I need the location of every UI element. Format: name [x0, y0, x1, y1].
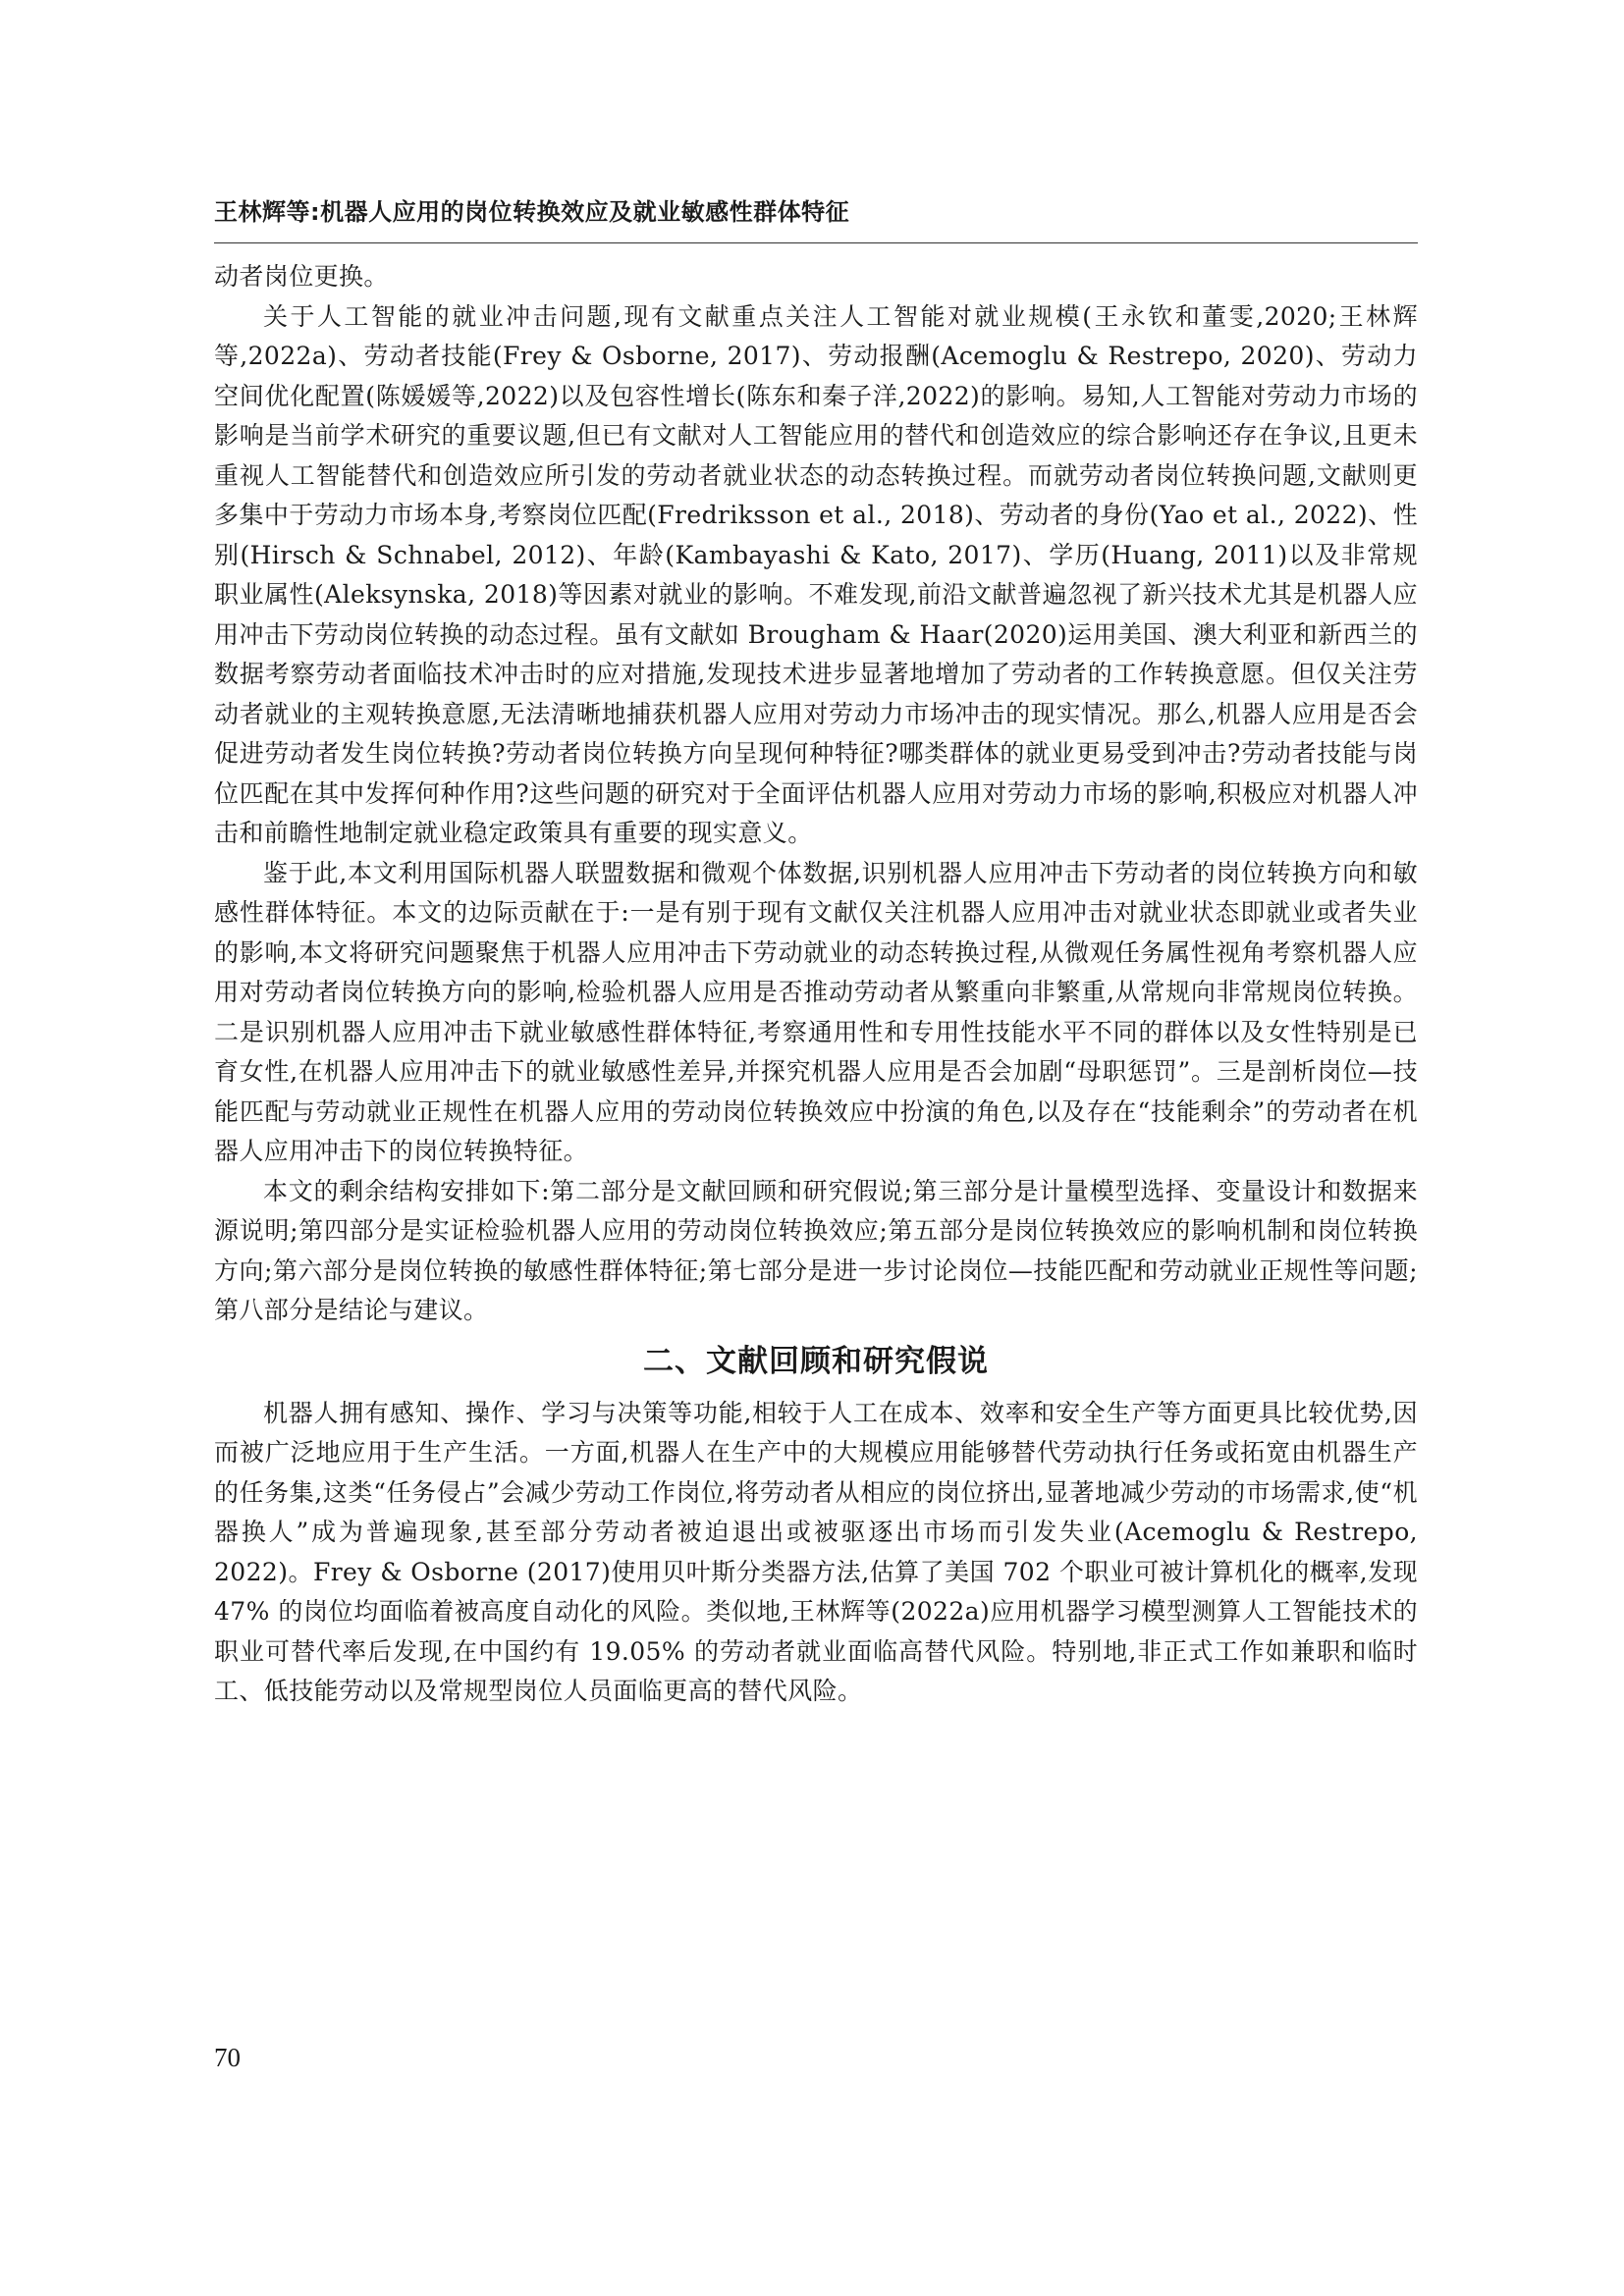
paragraph-section-2: 机器人拥有感知、操作、学习与决策等功能,相较于人工在成本、效率和安全生产等方面更具比较优势,因而被广泛地应用于生产生活。一方面,机器人在生产中的大规模应用能够替代劳动执行任务或拓宽由机器生产的任务集,这类“任务侵占”会减少劳动工作岗位,将劳动者从相应的岗位挤出,显著地减少劳动的市场需求,使“机器换人”成为普遍现象,甚至部分劳动者被迫退出或被驱逐出市场而引发失业(Acemoglu & Restrepo, 2022)。Frey & Osborne (2017)使用贝叶斯分类器方法,估算了美国 702 个职业可被计算机化的概率,发现 47% 的岗位均面临着被高度自动化的风险。类似地,王林辉等(2022a)应用机器学习模型测算人工智能技术的职业可替代率后发现,在中国约有 19.05% 的劳动者就业面临高替代风险。特别地,非正式工作如兼职和临时工、低技能劳动以及常规型岗位人员面临更高的替代风险。 — [214, 1398, 1418, 1705]
paragraph-contributions: 鉴于此,本文利用国际机器人联盟数据和微观个体数据,识别机器人应用冲击下劳动者的岗位转换方向和敏感性群体特征。本文的边际贡献在于:一是有别于现有文献仅关注机器人应用冲击对就业状态即就业或者失业的影响,本文将研究问题聚焦于机器人应用冲击下劳动就业的动态转换过程,从微观任务属性视角考察机器人应用对劳动者岗位转换方向的影响,检验机器人应用是否推动劳动者从繁重向非繁重,从常规向非常规岗位转换。二是识别机器人应用冲击下就业敏感性群体特征,考察通用性和专用性技能水平不同的群体以及女性特别是已育女性,在机器人应用冲击下的就业敏感性差异,并探究机器人应用是否会加剧“母职惩罚”。三是剖析岗位—技能匹配与劳动就业正规性在机器人应用的劳动岗位转换效应中扮演的角色,以及存在“技能剩余”的劳动者在机器人应用冲击下的岗位转换特征。 — [214, 858, 1418, 1165]
running-header-title: 王林辉等:机器人应用的岗位转换效应及就业敏感性群体特征 — [214, 198, 850, 226]
section-heading: 二、文献回顾和研究假说 — [643, 1343, 989, 1379]
article-body — [214, 257, 1418, 1712]
paragraph-structure: 本文的剩余结构安排如下:第二部分是文献回顾和研究假说;第三部分是计量模型选择、变量设计和数据来源说明;第四部分是实证检验机器人应用的劳动岗位转换效应;第五部分是岗位转换效应的影响机制和岗位转换方向;第六部分是岗位转换的敏感性群体特征;第七部分是进一步讨论岗位—技能匹配和劳动就业正规性等问题;第八部分是结论与建议。 — [214, 1176, 1418, 1324]
paragraph-continuation: 动者岗位更换。 — [214, 262, 389, 291]
header-divider — [214, 242, 1418, 243]
page-number: 70 — [214, 2043, 241, 2072]
paragraph-literature-overview: 关于人工智能的就业冲击问题,现有文献重点关注人工智能对就业规模(王永钦和董雯,2020;王林辉等,2022a)、劳动者技能(Frey & Osborne, 2017)、劳动报酬(Acemoglu & Restrepo, 2020)、劳动力空间优化配置(陈媛媛等,2022)以及包容性增长(陈东和秦子洋,2022)的影响。易知,人工智能对劳动力市场的影响是当前学术研究的重要议题,但已有文献对人工智能应用的替代和创造效应的综合影响还存在争议,且更未重视人工智能替代和创造效应所引发的劳动者就业状态的动态转换过程。而就劳动者岗位转换问题,文献则更多集中于劳动力市场本身,考察岗位匹配(Fredriksson et al., 2018)、劳动者的身份(Yao et al., 2022)、性别(Hirsch & Schnabel, 2012)、年龄(Kambayashi & Kato, 2017)、学历(Huang, 2011)以及非常规职业属性(Aleksynska, 2018)等因素对就业的影响。不难发现,前沿文献普遍忽视了新兴技术尤其是机器人应用冲击下劳动岗位转换的动态过程。虽有文献如 Brougham & Haar(2020)运用美国、澳大利亚和新西兰的数据考察劳动者面临技术冲击时的应对措施,发现技术进步显著地增加了劳动者的工作转换意愿。但仅关注劳动者就业的主观转换意愿,无法清晰地捕获机器人应用对劳动力市场冲击的现实情况。那么,机器人应用是否会促进劳动者发生岗位转换?劳动者岗位转换方向呈现何种特征?哪类群体的就业更易受到冲击?劳动者技能与岗位匹配在其中发挥何种作用?这些问题的研究对于全面评估机器人应用对劳动力市场的影响,积极应对机器人冲击和前瞻性地制定就业稳定政策具有重要的现实意义。 — [214, 301, 1418, 847]
